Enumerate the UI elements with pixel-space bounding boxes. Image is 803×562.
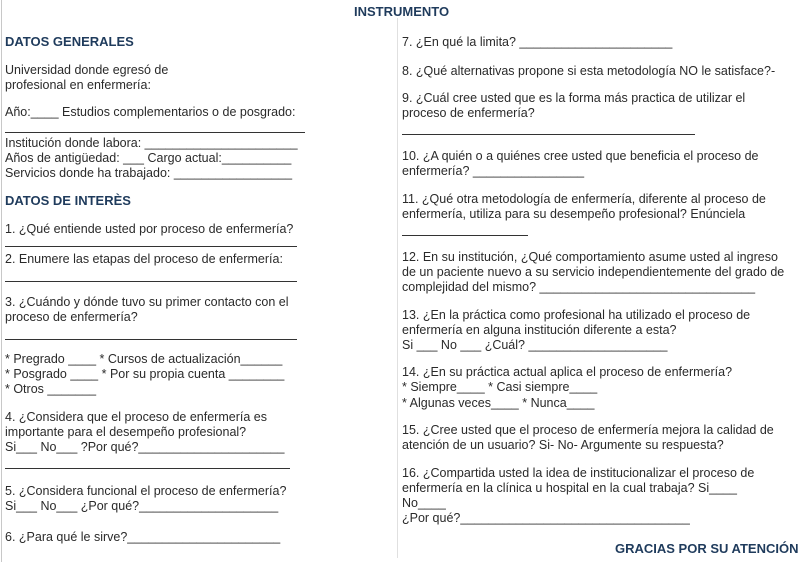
question-16-line4: ¿Por qué?_________________________________ bbox=[402, 511, 690, 525]
question-16-line3: No____ bbox=[402, 496, 446, 510]
answer-line-q1 bbox=[5, 246, 297, 247]
answer-line-q3 bbox=[5, 339, 297, 340]
field-institucion: Institución donde labora: ______________________ bbox=[5, 136, 298, 150]
question-14-line1: 14. ¿En su práctica actual aplica el proceso de enfermería? bbox=[402, 365, 733, 379]
question-7: 7. ¿En qué la limita? ______________________ bbox=[402, 35, 673, 49]
question-6: 6. ¿Para qué le sirve?______________________ bbox=[5, 530, 281, 544]
question-2: 2. Enumere las etapas del proceso de enfermería: bbox=[5, 252, 283, 266]
question-11-line2: enfermería, utiliza para su desempeño profesional? Enúnciela bbox=[402, 207, 746, 221]
question-13-line3: Si ___ No ___ ¿Cuál? ____________________ bbox=[402, 338, 668, 352]
question-14-line3: * Algunas veces____ * Nunca____ bbox=[402, 396, 595, 410]
closing-thanks: GRACIAS POR SU ATENCIÓN bbox=[615, 541, 799, 556]
question-15-line1: 15. ¿Cree usted que el proceso de enfermería mejora la calidad de bbox=[402, 423, 774, 437]
field-universidad-line1: Universidad donde egresó de bbox=[5, 63, 169, 77]
answer-line-q11 bbox=[402, 235, 528, 236]
answer-line-estudios bbox=[5, 132, 305, 133]
question-10-line2: enfermería? ________________ bbox=[402, 164, 585, 178]
option-row-3: * Otros _______ bbox=[5, 382, 97, 396]
question-14-line2: * Siempre____ * Casi siempre____ bbox=[402, 380, 598, 394]
question-13-line1: 13. ¿En la práctica como profesional ha utilizado el proceso de bbox=[402, 308, 751, 322]
option-row-2: * Posgrado ____ * Por su propia cuenta ________ bbox=[5, 367, 285, 381]
field-anio-estudios: Año:____ Estudios complementarios o de posgrado: bbox=[5, 105, 296, 119]
option-row-1: * Pregrado ____ * Cursos de actualización______ bbox=[5, 352, 283, 366]
question-10-line1: 10. ¿A quién o a quiénes cree usted que beneficia el proceso de bbox=[402, 149, 759, 163]
section-datos-generales: DATOS GENERALES bbox=[5, 34, 134, 49]
question-12-line1: 12. En su institución, ¿Qué comportamiento asume usted al ingreso bbox=[402, 250, 778, 264]
field-universidad-line2: profesional en enfermería: bbox=[5, 78, 151, 92]
center-divider bbox=[397, 18, 398, 558]
left-border bbox=[1, 0, 2, 562]
question-12-line3: complejidad del mismo? _______________________________ bbox=[402, 280, 756, 294]
field-servicios: Servicios donde ha trabajado: _________________ bbox=[5, 166, 293, 180]
question-16-line2: enfermería en la clínica u hospital en la cual trabaja? Si____ bbox=[402, 481, 737, 495]
answer-line-q2 bbox=[5, 281, 297, 282]
question-8: 8. ¿Qué alternativas propone si esta metodología NO le satisface?- bbox=[402, 64, 776, 78]
page-title: INSTRUMENTO bbox=[354, 4, 450, 19]
question-9-line1: 9. ¿Cuál cree usted que es la forma más practica de utilizar el bbox=[402, 91, 746, 105]
question-3-line2: proceso de enfermería? bbox=[5, 310, 138, 324]
question-12-line2: de un paciente nuevo a su servicio independientemente del grado de bbox=[402, 265, 785, 279]
question-11-line1: 11. ¿Qué otra metodología de enfermería, diferente al proceso de bbox=[402, 192, 766, 206]
answer-line-q4 bbox=[5, 468, 290, 469]
question-9-line2: proceso de enfermería? bbox=[402, 106, 535, 120]
question-1: 1. ¿Qué entiende usted por proceso de enfermería? bbox=[5, 222, 294, 236]
question-4-line2: importante para el desempeño profesional? bbox=[5, 425, 247, 439]
question-16-line1: 16. ¿Compartida usted la idea de institucionalizar el proceso de bbox=[402, 466, 755, 480]
question-4-line3: Si___ No___ ?Por qué?_____________________ bbox=[5, 440, 285, 454]
question-15-line2: atención de un usuario? Si- No- Argumente su respuesta? bbox=[402, 438, 724, 452]
question-5-line2: Si___ No___ ¿Por qué?____________________ bbox=[5, 499, 279, 513]
question-13-line2: enfermería en alguna institución diferente a esta? bbox=[402, 323, 677, 337]
section-datos-interes: DATOS DE INTERÈS bbox=[5, 193, 131, 208]
answer-line-q9 bbox=[402, 134, 695, 135]
field-antiguedad-cargo: Años de antigüedad: ___ Cargo actual:__________ bbox=[5, 151, 292, 165]
question-3-line1: 3. ¿Cuándo y dónde tuvo su primer contacto con el bbox=[5, 295, 289, 309]
question-4-line1: 4. ¿Considera que el proceso de enfermería es bbox=[5, 410, 267, 424]
question-5-line1: 5. ¿Considera funcional el proceso de enfermería? bbox=[5, 484, 287, 498]
